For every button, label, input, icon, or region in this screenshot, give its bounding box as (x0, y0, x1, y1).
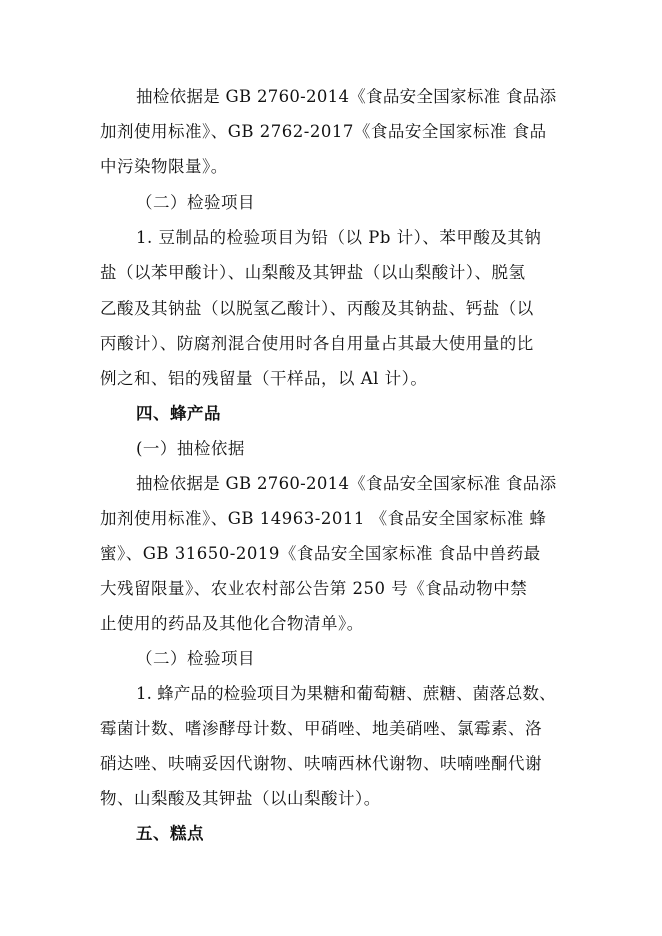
text-line: 加剂使用标准》、GB 14963-2011 《食品安全国家标准 蜂 (100, 509, 547, 528)
text-line: 丙酸计）、防腐剂混合使用时各自用量占其最大使用量的比 (100, 334, 534, 353)
text-line: 加剂使用标准》、GB 2762-2017《食品安全国家标准 食品 (100, 122, 547, 141)
text-line: 大残留限量》、农业农村部公告第 250 号《食品动物中禁 (100, 579, 528, 598)
text-line: 乙酸及其钠盐（以脱氢乙酸计）、丙酸及其钠盐、钙盐（以 (100, 299, 534, 318)
text-line: 抽检依据是 GB 2760-2014《食品安全国家标准 食品添 (136, 474, 557, 493)
section-heading: （二）检验项目 (136, 193, 255, 212)
text-line: 蜜》、GB 31650-2019《食品安全国家标准 食品中兽药最 (100, 544, 541, 563)
text-line: 硝达唑、呋喃妥因代谢物、呋喃西林代谢物、呋喃唑酮代谢 (100, 754, 542, 773)
text-line: 盐（以苯甲酸计）、山梨酸及其钾盐（以山梨酸计）、脱氢 (100, 263, 526, 282)
text-line: 霉菌计数、嗜渗酵母计数、甲硝唑、地美硝唑、氯霉素、洛 (100, 719, 542, 738)
text-line: 1. 豆制品的检验项目为铅（以 Pb 计）、苯甲酸及其钠 (136, 228, 542, 247)
text-line: 例之和、铝的残留量（干样品，以 Al 计）。 (100, 369, 428, 388)
text-line: 止使用的药品及其他化合物清单》。 (100, 614, 364, 633)
text-line: 物、山梨酸及其钾盐（以山梨酸计）。 (100, 789, 381, 808)
text-line: 1. 蜂产品的检验项目为果糖和葡萄糖、蔗糖、菌落总数、 (136, 684, 556, 703)
section-heading: （二）检验项目 (136, 649, 255, 668)
text-line: 中污染物限量》。 (100, 157, 228, 176)
text-line: 抽检依据是 GB 2760-2014《食品安全国家标准 食品添 (136, 87, 557, 106)
chapter-heading: 四、蜂产品 (136, 404, 221, 423)
chapter-heading: 五、糕点 (136, 824, 204, 843)
section-heading: (一）抽检依据 (136, 439, 245, 458)
